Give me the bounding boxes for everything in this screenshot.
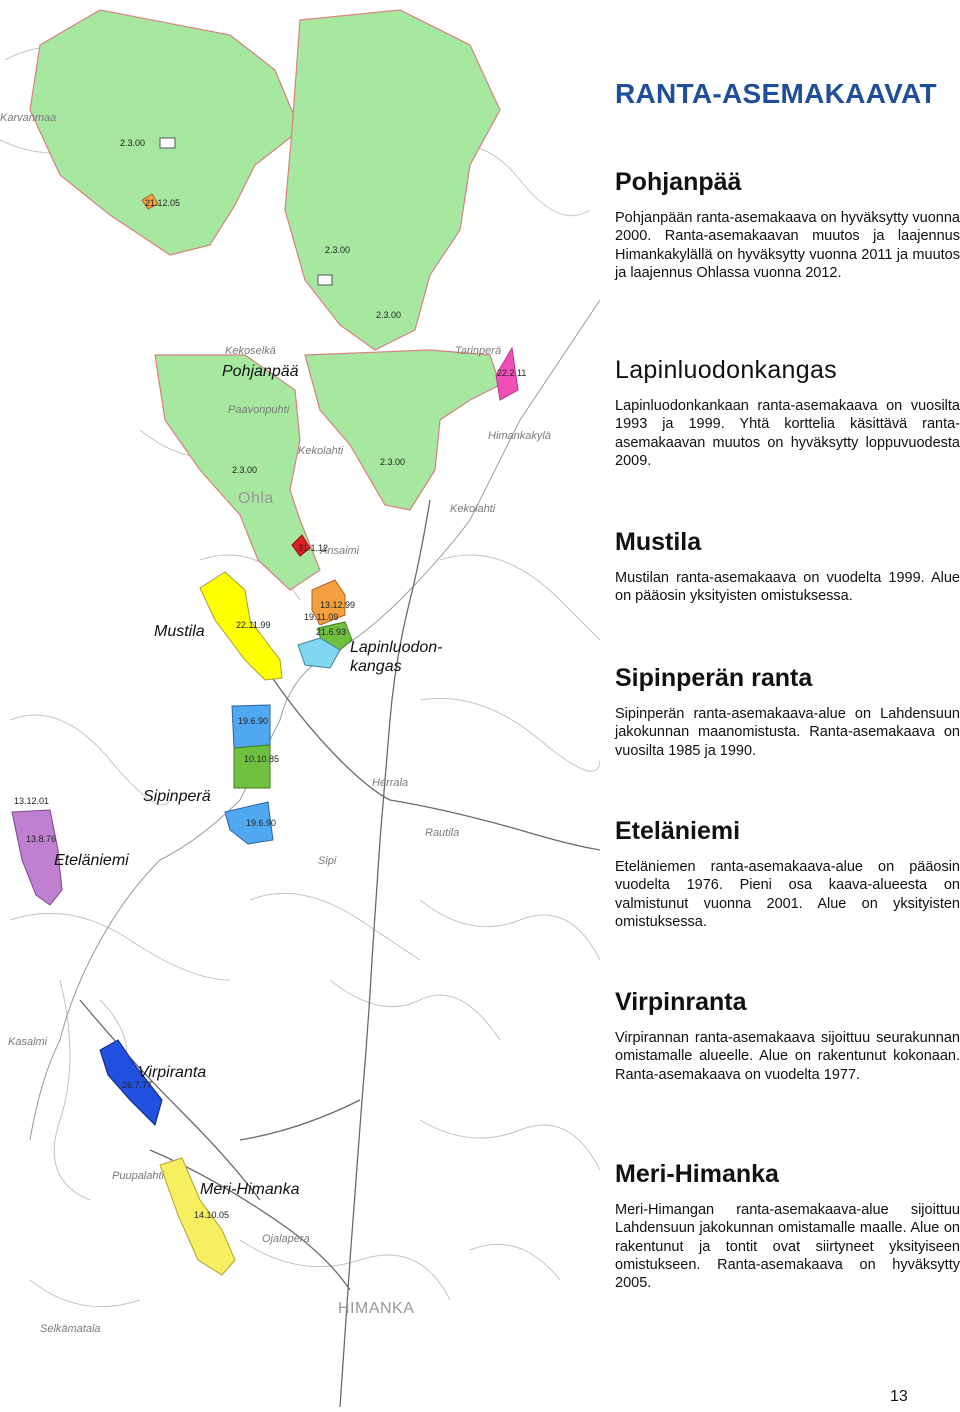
date-label: 2.3.00 xyxy=(232,465,258,475)
section-sipinpera xyxy=(615,664,960,760)
date-label: 13.8.76 xyxy=(26,834,57,844)
pohjanpaa-area-1 xyxy=(30,10,300,255)
place-himanka: HIMANKA xyxy=(338,1300,415,1317)
place-paavonpuhti: Paavonpuhti xyxy=(228,404,290,416)
date-label: 2.3.00 xyxy=(380,457,406,467)
date-label: 21.6.93 xyxy=(316,627,347,637)
sipinpera-green xyxy=(234,745,270,788)
date-label: 19.6.90 xyxy=(238,716,269,726)
section-body: Lapinluodonkankaan ranta-asemakaava on vuosilta 1993 ja 1999. Yhtä korttelia käsittävä ranta-asemakaavan muutos on hyväksytty loppuvuodesta 2009. xyxy=(615,398,960,469)
place-selkamatala: Selkämatala xyxy=(40,1323,101,1335)
section-heading: Eteläniemi xyxy=(615,817,741,845)
place-puupalahti: Puupalahti xyxy=(112,1170,164,1182)
section-heading: Meri-Himanka xyxy=(615,1160,779,1188)
pohjanpaa-area-2 xyxy=(285,10,500,350)
date-label: 19.6.90 xyxy=(246,818,277,828)
section-merihimanka xyxy=(615,1160,960,1292)
place-kasalmi: Kasalmi xyxy=(8,1036,48,1048)
section-heading: Pohjanpää xyxy=(615,168,742,196)
date-label: 2.3.00 xyxy=(376,310,402,320)
date-label: 22.11.99 xyxy=(236,620,271,630)
place-herrala: Herrala xyxy=(372,777,409,789)
map-label-sipinpera: Sipinperä xyxy=(143,788,211,805)
pohjanpaa-small-box-1 xyxy=(160,138,175,148)
section-heading: Sipinperän ranta xyxy=(615,664,813,692)
date-label: 21.12.05 xyxy=(145,198,181,208)
place-rautila: Rautila xyxy=(425,827,460,839)
date-label: 14.10.05 xyxy=(194,1210,230,1220)
place-sipi: Sipi xyxy=(318,855,337,867)
date-label: 13.12.01 xyxy=(14,796,50,806)
section-pohjanpaa xyxy=(615,168,960,282)
page-number: 13 xyxy=(890,1388,908,1405)
section-body: Eteläniemen ranta-asemakaava-alue on pääosin vuodelta 1976. Pieni osa kaava-alueesta on valmistunut vuonna 2001. Alue on yksityisten omistuksessa. xyxy=(615,859,960,930)
page-title: RANTA-ASEMAKAAVAT xyxy=(615,78,937,109)
map-label-merihimanka: Meri-Himanka xyxy=(200,1181,300,1198)
date-label: 31.1.12 xyxy=(298,543,329,553)
section-body: Sipinperän ranta-asemakaava-alue on Lahdensuun jakokunnan maanomistusta. Ranta-asemakaava on vuosilta 1985 ja 1990. xyxy=(615,706,960,759)
section-body: Virpirannan ranta-asemakaava sijoittuu seurakunnan omistamalle alueelle. Alue on rakentunut kokonaan. Ranta-asemakaava on vuodelta 1977. xyxy=(615,1030,960,1083)
section-body: Mustilan ranta-asemakaava on vuodelta 1999. Alue on pääosin yksityisten omistuksessa. xyxy=(615,570,960,605)
date-label: 2.3.00 xyxy=(325,245,351,255)
pohjanpaa-area-4 xyxy=(305,350,500,510)
place-kekolahti-1: Kekolahti xyxy=(298,445,344,457)
map-label-mustila: Mustila xyxy=(154,623,205,640)
map-label-etelaniemi: Eteläniemi xyxy=(54,852,129,869)
place-ansaimi: Ansaimi xyxy=(320,545,360,557)
place-kekolahti-2: Kekolahti xyxy=(450,503,496,515)
place-ohla: Ohla xyxy=(238,490,274,507)
sipinpera-blue xyxy=(232,705,270,748)
pohjanpaa-small-box-2 xyxy=(318,275,332,285)
map-label-virpiranta: Virpiranta xyxy=(138,1064,207,1081)
map-label-lapinluodonkangas: Lapinluodon-kangas xyxy=(350,639,443,675)
place-karinmaa: Karvanmaa xyxy=(0,112,57,124)
place-ojalapera: Ojalapera xyxy=(262,1233,310,1245)
map-label-pohjanpaa: Pohjanpää xyxy=(222,363,299,380)
section-heading: Mustila xyxy=(615,528,702,556)
section-heading: Virpinranta xyxy=(615,988,747,1016)
section-mustila xyxy=(615,528,960,606)
section-lapinluodonkangas xyxy=(615,356,960,470)
section-body: Pohjanpään ranta-asemakaava on hyväksytty vuonna 2000. Ranta-asemakaavan muutos ja laajennus Himankakylällä on hyväksytty vuonna 2011 ja muutos ja laajennus Ohlassa vuonna 2012. xyxy=(615,210,960,281)
section-body: Meri-Himangan ranta-asemakaava-alue sijoittuu Lahdensuun jakokunnan omistamalle maalle. Alue on rakentunut ja tontit ovat siirtyneet yksityiseen omistukseen. Ranta-asemakaava on hyväksytty 2005. xyxy=(615,1202,960,1292)
date-label: 10.10.85 xyxy=(244,754,280,764)
date-label: 26.7.77 xyxy=(122,1080,153,1090)
section-virpinranta xyxy=(615,988,960,1084)
place-himankakyla: Himankakylä xyxy=(488,430,551,442)
place-kekoselka: Kekoselkä xyxy=(225,345,276,357)
place-tarinpera: Tarinperä xyxy=(455,345,502,357)
date-label: 19.11.09 xyxy=(304,612,339,622)
date-label: 22.2.11 xyxy=(497,368,527,378)
section-etelaniemi xyxy=(615,817,960,931)
section-heading: Lapinluodonkangas xyxy=(615,356,837,384)
date-label: 2.3.00 xyxy=(120,138,146,148)
shoreline xyxy=(30,300,600,1140)
date-label: 13.12.99 xyxy=(320,600,356,610)
